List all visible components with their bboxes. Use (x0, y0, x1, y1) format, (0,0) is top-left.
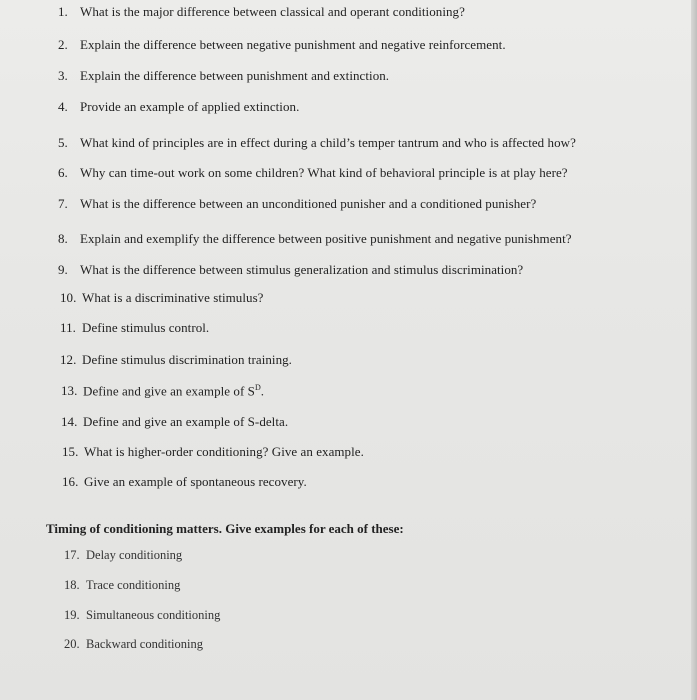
question-15: 15. What is higher-order conditioning? Give an example. (62, 444, 364, 459)
question-7: 7. What is the difference between an unconditioned punisher and a conditioned punisher? (58, 196, 537, 211)
question-3: 3. Explain the difference between punishment and extinction. (58, 68, 390, 83)
timing-item-17: 17. Delay conditioning (64, 548, 183, 562)
question-10: 10. What is a discriminative stimulus? (60, 290, 264, 305)
question-11: 11. Define stimulus control. (60, 320, 210, 335)
question-1: 1. What is the major difference between classical and operant conditioning? (58, 4, 465, 19)
question-9: 9. What is the difference between stimulus generalization and stimulus discrimination? (58, 262, 524, 277)
question-2: 2. Explain the difference between negative punishment and negative reinforcement. (58, 37, 506, 52)
question-13: 13. Define and give an example of $S^D$. (61, 383, 265, 399)
question-6: 6. Why can time-out work on some children? What kind of behavioral principle is at play here? (58, 165, 568, 180)
page-edge (691, 0, 697, 700)
timing-heading: Timing of conditioning matters. Give examples for each of these: (46, 521, 404, 536)
question-5: 5. What kind of principles are in effect during a child’s temper tantrum and who is affected how? (58, 135, 576, 150)
timing-item-20: 20. Backward conditioning (64, 637, 203, 651)
question-16: 16. Give an example of spontaneous recovery. (62, 474, 307, 489)
question-8: 8. Explain and exemplify the difference between positive punishment and negative punishment? (58, 231, 572, 246)
timing-item-18: 18. Trace conditioning (64, 578, 181, 592)
question-12: 12. Define stimulus discrimination training. (60, 352, 292, 367)
question-14: 14. Define and give an example of S-delta. (61, 414, 289, 429)
question-4: 4. Provide an example of applied extinction. (58, 99, 300, 114)
timing-item-19: 19. Simultaneous conditioning (64, 608, 221, 622)
